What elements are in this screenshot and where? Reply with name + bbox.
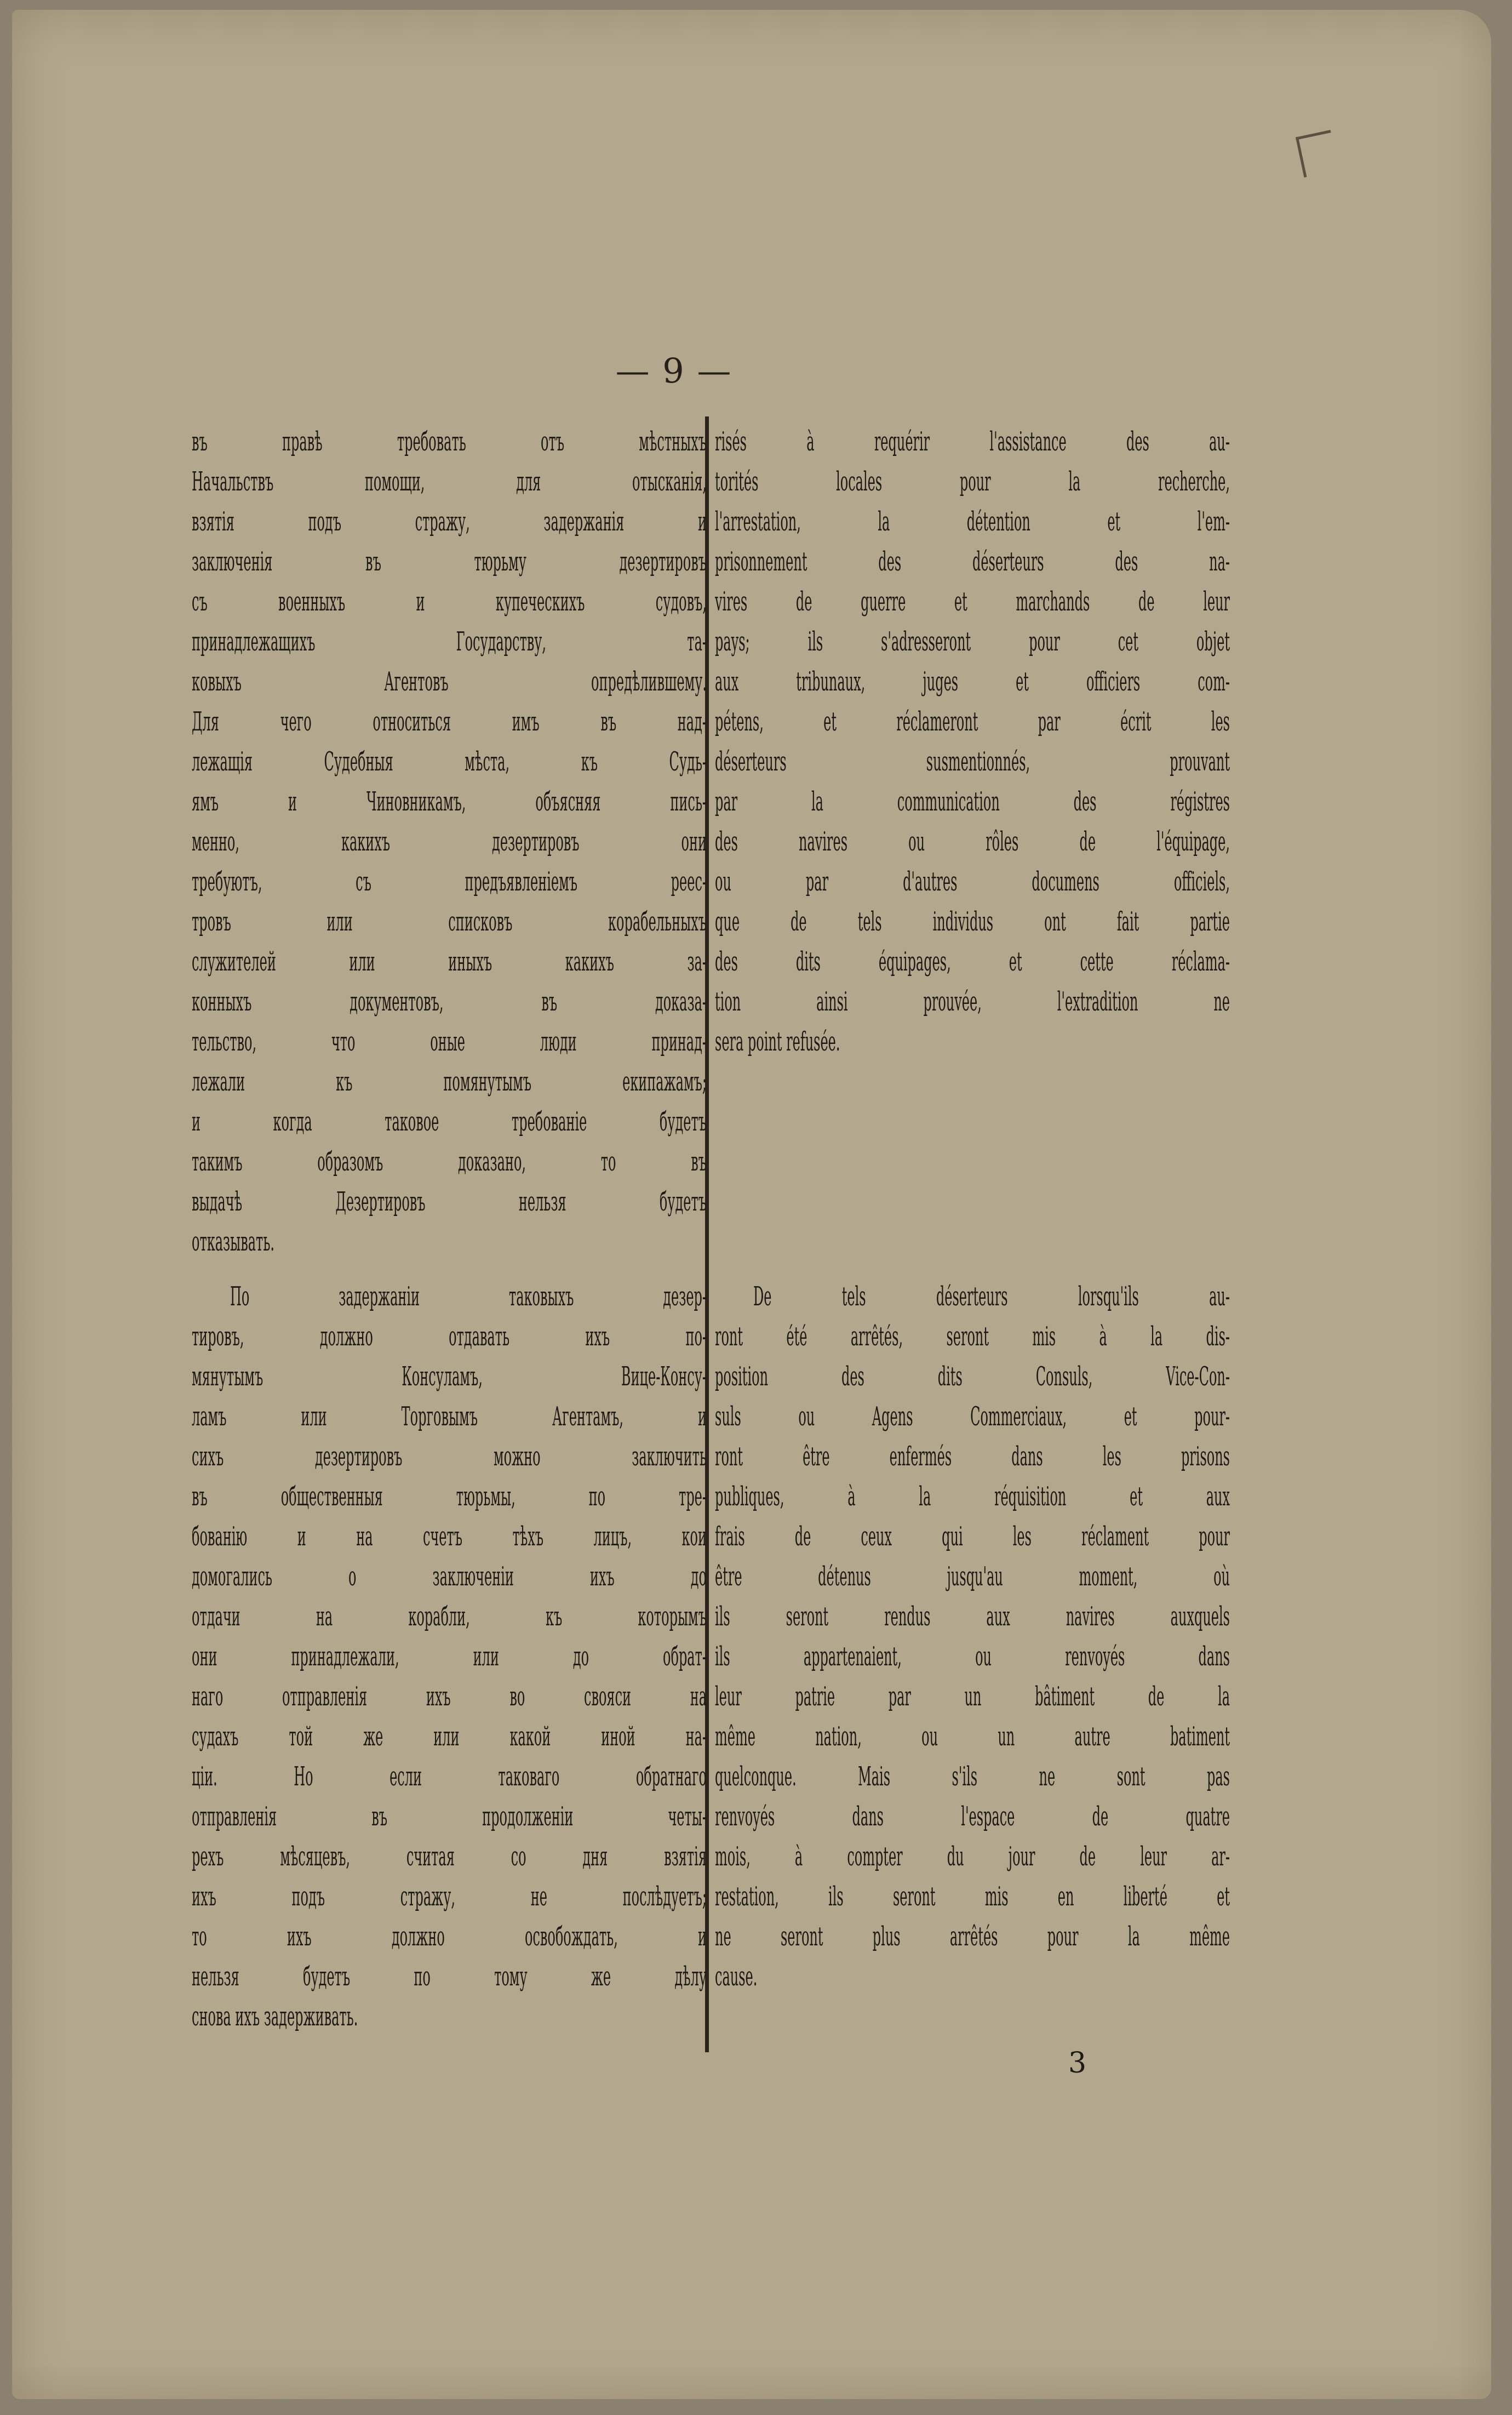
text-line: По задержаніи таковыхъ дезер- [230, 1281, 707, 1312]
text-line: position des dits Consuls, Vice-Con- [715, 1361, 1230, 1392]
text-line: ламъ или Торговымъ Агентамъ, и [192, 1401, 707, 1432]
text-line: наго отправленія ихъ во свояси на [192, 1681, 707, 1712]
text-line: aux tribunaux, juges et officiers com- [715, 666, 1230, 697]
text-line: конныхъ документовъ, въ доказа- [192, 986, 707, 1017]
text-line: pétens, et réclameront par écrit les [715, 706, 1230, 737]
text-line: vires de guerre et marchands de leur [715, 586, 1230, 617]
text-line: ils appartenaient, ou renvoyés dans [715, 1641, 1230, 1672]
text-line: лежали къ помянутымъ екипажамъ; [192, 1066, 707, 1097]
text-line: ямъ и Чиновникамъ, объясняя пись- [192, 786, 707, 817]
text-line: risés à requérir l'assistance des au- [715, 426, 1230, 457]
french-paragraph-1 [715, 422, 1230, 1062]
corner-mark [1296, 130, 1339, 178]
text-line: des dits équipages, et cette réclama- [715, 946, 1230, 977]
text-line: ront été arrêtés, seront mis à la dis- [715, 1321, 1230, 1352]
text-line: suls ou Agens Commerciaux, et pour- [715, 1401, 1230, 1432]
text-line: De tels déserteurs lorsqu'ils au- [753, 1281, 1230, 1312]
text-line: cause. [715, 1961, 758, 1992]
text-line: выдачѣ Дезертировъ нельзя будетъ [192, 1186, 707, 1217]
text-line: рехъ мѣсяцевъ, считая со дня взятія [192, 1841, 707, 1872]
text-line: par la communication des régistres [715, 786, 1230, 817]
text-line: домогались о заключеніи ихъ до [192, 1561, 707, 1592]
text-line: тельство, что оные люди принад- [192, 1026, 707, 1057]
text-line: требуютъ, съ предъявленіемъ реес- [192, 866, 707, 897]
text-line: ковыхъ Агентовъ опредѣлившему. [192, 666, 707, 697]
french-paragraph-2 [715, 1277, 1230, 1997]
text-line: они принадлежали, или до обрат- [192, 1641, 707, 1672]
text-line: снова ихъ задерживать. [192, 2001, 358, 2032]
text-line: publiques, à la réquisition et aux [715, 1481, 1230, 1512]
text-line: frais de ceux qui les réclament pour [715, 1521, 1230, 1552]
text-line: que de tels individus ont fait partie [715, 906, 1230, 937]
text-line: съ военныхъ и купеческихъ судовъ, [192, 586, 707, 617]
text-line: leur patrie par un bâtiment de la [715, 1681, 1230, 1712]
text-line: нельзя будетъ по тому же дѣлу [192, 1961, 707, 1992]
text-line: sera point refusée. [715, 1026, 840, 1057]
text-line: взятія подъ стражу, задержанія и [192, 506, 707, 537]
text-line: torités locales pour la recherche, [715, 466, 1230, 497]
text-line: лежащія Судебныя мѣста, къ Судь- [192, 746, 707, 777]
text-line: l'arrestation, la détention et l'em- [715, 506, 1230, 537]
text-line: заключенія въ тюрьму дезертировъ [192, 546, 707, 577]
text-line: restation, ils seront mis en liberté et [715, 1881, 1230, 1912]
text-line: ils seront rendus aux navires auxquels [715, 1601, 1230, 1632]
text-line: tion ainsi prouvée, l'extradition ne [715, 986, 1230, 1017]
page-number: — 9 — [615, 351, 732, 391]
text-line: тировъ, должно отдавать ихъ по- [192, 1321, 707, 1352]
text-line: prisonnement des déserteurs des na- [715, 546, 1230, 577]
text-line: отказывать. [192, 1226, 275, 1257]
text-line: mois, à compter du jour de leur ar- [715, 1841, 1230, 1872]
text-line: même nation, ou un autre batiment [715, 1721, 1230, 1752]
text-line: бованію и на счетъ тѣхъ лицъ, кои [192, 1521, 707, 1552]
text-line: ou par d'autres documens officiels, [715, 866, 1230, 897]
text-line: Для чего относиться имъ въ над- [192, 706, 707, 737]
text-line: такимъ образомъ доказано, то въ [192, 1146, 707, 1177]
text-line: ne seront plus arrêtés pour la même [715, 1921, 1230, 1952]
text-line: въ общественныя тюрьмы, по тре- [192, 1481, 707, 1512]
text-line: сихъ дезертировъ можно заключить [192, 1441, 707, 1472]
text-line: то ихъ должно освобождать, и [192, 1921, 707, 1952]
text-line: ихъ подъ стражу, не послѣдуетъ; [192, 1881, 707, 1912]
text-line: des navires ou rôles de l'équipage, [715, 826, 1230, 857]
text-line: въ правѣ требовать отъ мѣстныхъ [192, 426, 707, 457]
text-line: renvoyés dans l'espace de quatre [715, 1801, 1230, 1832]
text-line: служителей или иныхъ какихъ за- [192, 946, 707, 977]
text-line: déserteurs susmentionnés, prouvant [715, 746, 1230, 777]
text-line: pays; ils s'adresseront pour cet objet [715, 626, 1230, 657]
text-line: quelconque. Mais s'ils ne sont pas [715, 1761, 1230, 1792]
text-line: тровъ или списковъ корабельныхъ [192, 906, 707, 937]
russian-paragraph-2 [192, 1277, 707, 2037]
text-line: и когда таковое требованіе будетъ [192, 1106, 707, 1137]
text-line: принадлежащихъ Государству, та- [192, 626, 707, 657]
text-line: менно, какихъ дезертировъ они [192, 826, 707, 857]
text-line: отправленія въ продолженіи четы- [192, 1801, 707, 1832]
text-line: être détenus jusqu'au moment, où [715, 1561, 1230, 1592]
text-line: отдачи на корабли, къ которымъ [192, 1601, 707, 1632]
text-line: судахъ той же или какой иной на- [192, 1721, 707, 1752]
russian-paragraph-1 [192, 422, 707, 1262]
text-line: ціи. Но если таковаго обратнаго [192, 1761, 707, 1792]
text-line: Начальствъ помощи, для отысканія, [192, 466, 707, 497]
text-line: ront être enfermés dans les prisons [715, 1441, 1230, 1472]
sheet-number: 3 [1068, 2047, 1087, 2080]
text-line: мянутымъ Консуламъ, Вице-Консу- [192, 1361, 707, 1392]
